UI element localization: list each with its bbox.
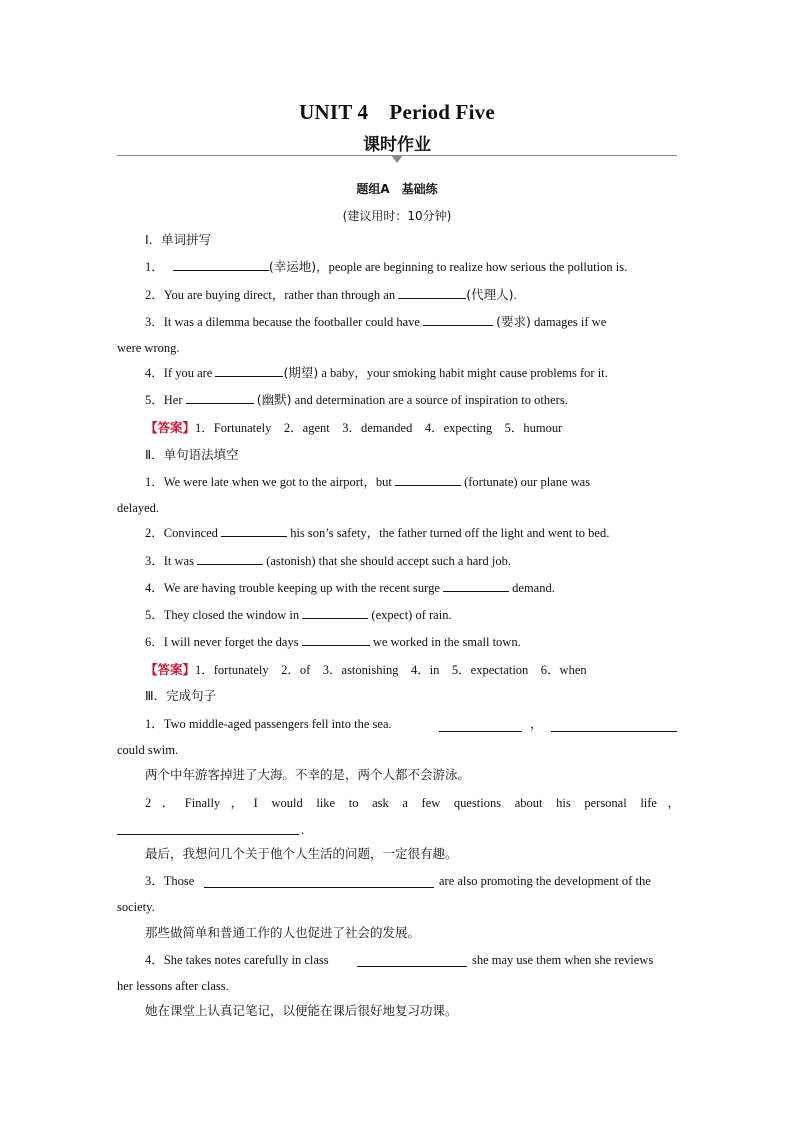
hint: (幽默)	[256, 392, 292, 407]
answer-blank[interactable]	[395, 474, 461, 486]
s3-q4-translation: 她在课堂上认真记笔记，以便能在课后很好地复习功课。	[145, 1003, 458, 1018]
question-text-end: (astonish) that she should accept such a hard job.	[266, 554, 511, 568]
question-text: You are buying direct，rather than through an	[163, 288, 396, 302]
question-text-end: she may use them when she reviews	[472, 953, 654, 967]
question-text: We are having trouble keeping up with the recent surge	[163, 581, 440, 595]
s2-q1-continued: delayed.	[117, 501, 159, 515]
s2-q3	[145, 553, 680, 569]
question-number: 4．	[145, 581, 164, 595]
question-text-end: his son’s safety，the father turned off the light and went to bed.	[290, 526, 610, 540]
s1-answer	[145, 420, 680, 436]
question-text: Those	[163, 874, 195, 888]
question-text: We were late when we got to the airport，but	[163, 475, 392, 489]
question-text-end: are also promoting the development of the	[439, 874, 651, 888]
question-number: 1．	[145, 717, 164, 731]
s2-q1	[145, 474, 680, 490]
answer-blank[interactable]	[186, 392, 254, 404]
period: .	[301, 823, 305, 837]
homework-title: 课时作业	[363, 135, 431, 155]
question-text-end: we worked in the small town.	[372, 635, 521, 649]
section-1-heading: Ⅰ．单词拼写	[145, 232, 212, 247]
question-number: 5．	[145, 393, 164, 407]
answer-blank[interactable]	[221, 525, 287, 537]
answer-blank[interactable]	[215, 365, 283, 377]
answer-blank[interactable]	[197, 553, 263, 565]
unit-title: UNIT 4 Period Five	[299, 100, 495, 124]
question-text: Convinced	[163, 526, 218, 540]
question-text: I will never forget the days	[163, 635, 299, 649]
answer-blank[interactable]	[398, 287, 466, 299]
s1-q2	[145, 287, 680, 303]
question-number: 2．	[145, 526, 164, 540]
answer-blank[interactable]	[302, 634, 370, 646]
question-text-end: (expect) of rain.	[371, 608, 452, 622]
s3-q2	[145, 795, 680, 811]
question-text-end: (fortunate) our plane was	[464, 475, 591, 489]
question-number: 3．	[145, 554, 164, 568]
question-text-end: .	[513, 288, 517, 302]
answer-text: 1．Fortunately 2．agent 3．demanded 4．expecting 5．humour	[195, 421, 563, 435]
s1-q4	[145, 365, 680, 381]
s1-q3-continued: were wrong.	[117, 341, 180, 355]
hint: (期望)	[283, 365, 319, 380]
question-number: 3．	[145, 874, 164, 888]
answer-blank[interactable]	[302, 607, 368, 619]
s3-q3-translation: 那些做简单和普通工作的人也促进了社会的发展。	[145, 925, 421, 940]
s2-q5	[145, 607, 680, 623]
question-text-end: damages if we	[534, 315, 607, 329]
question-text-end: and determination are a source of inspiration to others.	[294, 393, 568, 407]
section-2-heading: Ⅱ．单句语法填空	[145, 447, 239, 462]
group-title: 题组A 基础练	[356, 182, 438, 196]
s3-q1	[145, 716, 680, 732]
s3-q4-continued: her lessons after class.	[117, 979, 229, 993]
question-text: If you are	[163, 366, 213, 380]
hint: (幸运地)	[268, 259, 317, 274]
comma: ，	[530, 717, 543, 731]
question-text: It was a dilemma because the footballer could have	[163, 315, 420, 329]
answer-blank[interactable]	[439, 731, 522, 732]
question-number: 4．	[145, 366, 164, 380]
question-number: 2．	[145, 796, 185, 810]
s1-q5	[145, 392, 680, 408]
s2-q4	[145, 580, 680, 596]
s2-q2	[145, 525, 680, 541]
question-text-end: a baby，your smoking habit might cause problems for it.	[321, 366, 608, 380]
answer-blank[interactable]	[443, 580, 509, 592]
answer-blank[interactable]	[423, 314, 493, 326]
question-text: It was	[163, 554, 194, 568]
time-note: (建议用时：10分钟)	[342, 209, 452, 223]
question-text: They closed the window in	[163, 608, 300, 622]
answer-text: 1．fortunately 2．of 3．astonishing 4．in 5．expectation 6．when	[195, 663, 587, 677]
answer-tag: 【答案】	[145, 662, 196, 677]
question-number: 1．	[145, 475, 164, 489]
s2-q6	[145, 634, 680, 650]
s2-answer	[145, 662, 680, 678]
answer-blank[interactable]	[173, 259, 269, 271]
question-number: 6．	[145, 635, 164, 649]
question-number: 2．	[145, 288, 164, 302]
hint: (代理人)	[466, 287, 514, 302]
s1-q1	[145, 259, 680, 275]
question-number: 3．	[145, 315, 164, 329]
question-number: 1．	[145, 260, 164, 274]
answer-blank[interactable]	[357, 966, 467, 967]
s1-q3	[145, 314, 680, 330]
triangle-marker-icon	[391, 155, 403, 163]
question-text: Her	[163, 393, 183, 407]
question-text: She takes notes carefully in class	[163, 953, 329, 967]
answer-blank[interactable]	[551, 731, 677, 732]
question-text: Two middle-aged passengers fell into the sea.	[163, 717, 392, 731]
question-text: Finally，I would like to ask a few questions about his personal life，	[184, 796, 680, 810]
question-text: ，people are beginning to realize how serious the pollution is.	[316, 260, 628, 274]
s3-q3-continued: society.	[117, 900, 155, 914]
s3-q1-continued: could swim.	[117, 743, 179, 757]
s3-q1-translation: 两个中年游客掉进了大海。不幸的是，两个人都不会游泳。	[145, 767, 471, 782]
s3-q2-translation: 最后，我想问几个关于他个人生活的问题，一定很有趣。	[145, 846, 458, 861]
answer-blank[interactable]	[117, 834, 299, 835]
question-text-end: demand.	[512, 581, 555, 595]
question-number: 4．	[145, 953, 164, 967]
question-number: 5．	[145, 608, 164, 622]
answer-tag: 【答案】	[145, 420, 196, 435]
hint: (要求)	[496, 314, 531, 329]
answer-blank[interactable]	[204, 887, 434, 888]
section-3-heading: Ⅲ．完成句子	[145, 688, 217, 703]
